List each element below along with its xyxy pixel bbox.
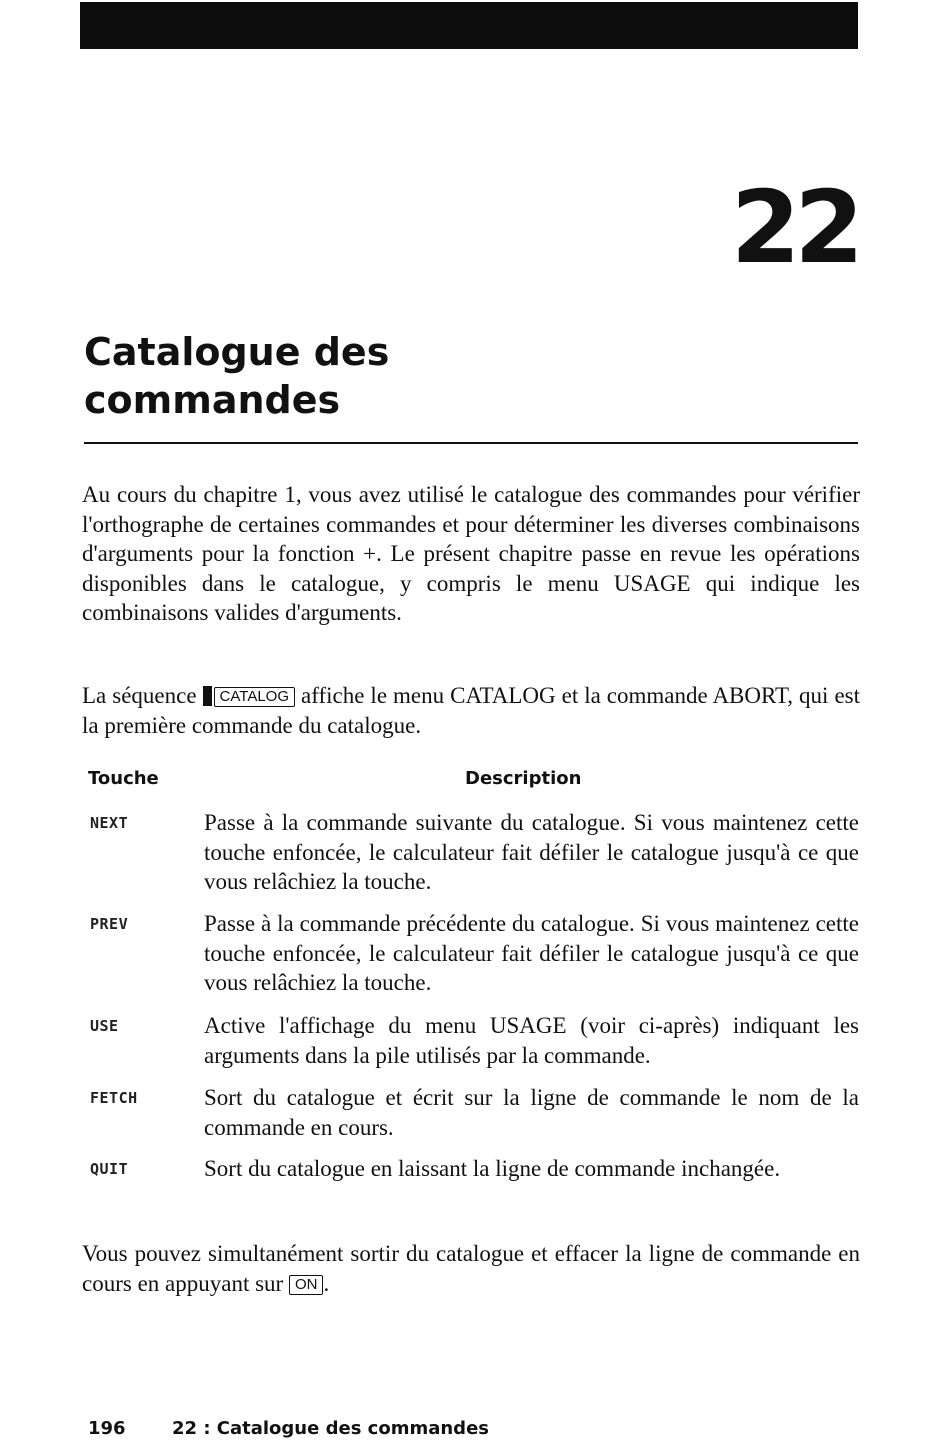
menu-key-fetch: FETCH xyxy=(90,1089,138,1107)
closing-text: Vous pouvez simultanément sortir du catalogue et effacer la ligne de commande en cours en appuyant sur xyxy=(82,1241,860,1296)
menu-key-next: NEXT xyxy=(90,814,129,832)
menu-key-use: USE xyxy=(90,1017,119,1035)
left-shift-key-icon xyxy=(203,686,212,706)
key-description: Active l'affichage du menu USAGE (voir ci-après) indiquant les arguments dans la pile utilisés par la commande. xyxy=(204,1013,859,1068)
on-key: ON xyxy=(289,1275,324,1295)
chapter-title xyxy=(84,328,584,424)
title-divider xyxy=(84,442,858,444)
chapter-number: 22 xyxy=(730,169,858,286)
chapter-title-line1: Catalogue des xyxy=(84,330,390,374)
key-description: Sort du catalogue en laissant la ligne de commande inchangée. xyxy=(204,1156,781,1181)
table-header-description: Description xyxy=(465,768,582,789)
table-header-key: Touche xyxy=(88,768,159,789)
chapter-header-bar xyxy=(80,2,858,49)
key-description: Passe à la commande suivante du catalogue. Si vous maintenez cette touche enfoncée, le calculateur fait défiler le catalogue jusqu'à ce que vous relâchiez la touche. xyxy=(204,810,859,894)
catalog-key: CATALOG xyxy=(214,687,295,707)
chapter-title-line2: commandes xyxy=(84,378,341,422)
sequence-text-after: affiche le menu CATALOG et la commande ABORT, qui est la première commande du catalogue. xyxy=(82,683,860,738)
page-number: 196 xyxy=(88,1418,126,1439)
menu-key-quit: QUIT xyxy=(90,1160,129,1178)
closing-period: . xyxy=(323,1270,330,1296)
menu-key-prev: PREV xyxy=(90,915,129,933)
key-description: Sort du catalogue et écrit sur la ligne de commande le nom de la commande en cours. xyxy=(204,1085,859,1140)
intro-paragraph: Au cours du chapitre 1, vous avez utilisé le catalogue des commandes pour vérifier l'orthographe de certaines commandes et pour déterminer les diverses combinaisons d'arguments pour la fonction +. Le présent chapitre passe en revue les opérations disponibles dans le catalogue, y compris le menu USAGE qui indique les combinaisons valides d'arguments. xyxy=(82,482,860,625)
closing-paragraph xyxy=(82,1239,860,1298)
sequence-text-before: La séquence xyxy=(82,683,197,708)
catalog-sequence-paragraph xyxy=(82,681,860,740)
running-footer-title: 22 : Catalogue des commandes xyxy=(172,1418,489,1439)
key-description: Passe à la commande précédente du catalogue. Si vous maintenez cette touche enfoncée, le calculateur fait défiler le catalogue jusqu'à ce que vous relâchiez la touche. xyxy=(204,911,859,995)
